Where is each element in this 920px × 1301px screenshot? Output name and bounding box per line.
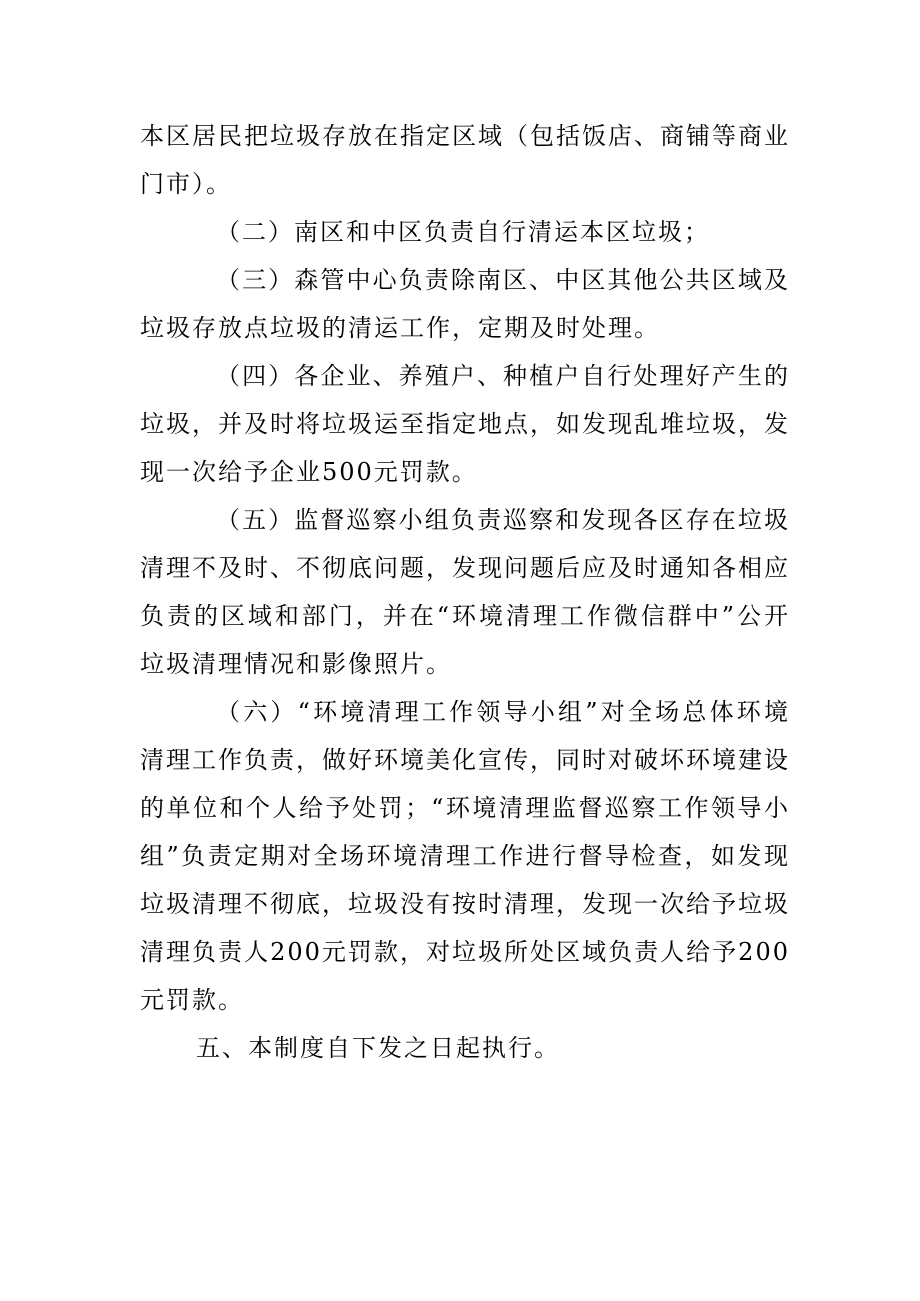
paragraph-item-4: （四）各企业、养殖户、种植户自行处理好产生的垃圾，并及时将垃圾运至指定地点，如发现乱堆垃圾，发现一次给予企业500元罚款。	[140, 362, 790, 486]
document-page	[140, 112, 790, 1072]
paragraph-item-3: （三）森管中心负责除南区、中区其他公共区域及垃圾存放点垃圾的清运工作，定期及时处理。	[140, 266, 790, 342]
paragraph-item-5: （五）监督巡察小组负责巡察和发现各区存在垃圾清理不及时、不彻底问题，发现问题后应及时通知各相应负责的区域和部门，并在“环境清理工作微信群中”公开垃圾清理情况和影像照片。	[140, 506, 790, 678]
paragraph-item-6: （六）“环境清理工作领导小组”对全场总体环境清理工作负责，做好环境美化宣传，同时对破坏环境建设的单位和个人给予处罚；“环境清理监督巡察工作领导小组”负责定期对全场环境清理工作进行督导检查，如发现垃圾清理不彻底，垃圾没有按时清理，发现一次给予垃圾清理负责人200元罚款，对垃圾所处区域负责人给予200元罚款。	[140, 698, 790, 1014]
paragraph-section-5-effective-date: 五、本制度自下发之日起执行。	[196, 1034, 560, 1062]
paragraph-residents-waste-area: 本区居民把垃圾存放在指定区域（包括饭店、商铺等商业门市）。	[140, 122, 790, 198]
paragraph-item-2: （二）南区和中区负责自行清运本区垃圾；	[216, 218, 710, 246]
